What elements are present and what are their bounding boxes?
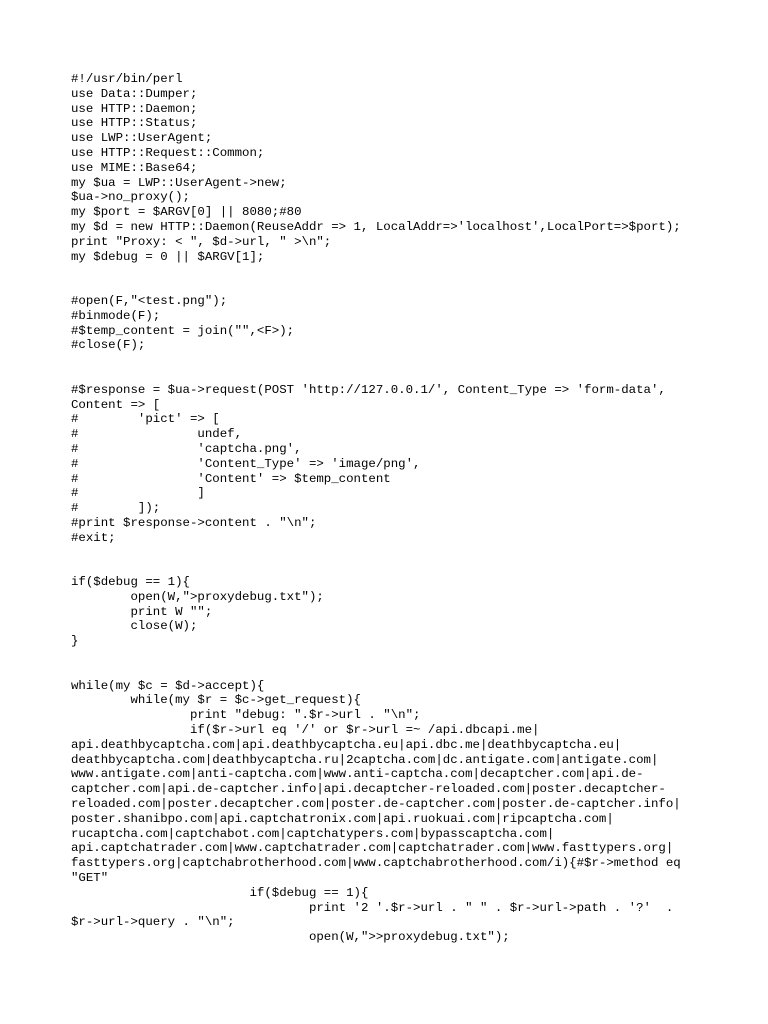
code-line: use MIME::Base64; [71,160,198,175]
code-line: # ] [71,486,205,501]
code-line: # 'Content' => $temp_content [71,471,391,486]
code-line: my $port = $ARGV[0] || 8080;#80 [71,205,302,220]
code-line: # 'pict' => [ [71,412,220,427]
code-line: rucaptcha.com|captchabot.com|captchatypers.com|bypasscaptcha.com| [71,826,555,841]
code-line [71,546,711,561]
code-line: #!/usr/bin/perl [71,72,183,86]
code-line: open(W,">>proxydebug.txt"); [71,930,510,945]
code-line: $ua->no_proxy(); [71,190,190,205]
code-line: print W ""; [71,604,213,619]
code-line [71,368,711,383]
code-line: # undef, [71,427,243,442]
code-line [71,664,711,679]
code-line: open(W,">proxydebug.txt"); [71,589,324,604]
code-line: close(W); [71,619,198,634]
code-line [71,353,711,368]
code-line: my $ua = LWP::UserAgent->new; [71,175,287,190]
code-line: #open(F,"<test.png"); [71,293,228,308]
code-line: while(my $c = $d->accept){ [71,678,265,693]
code-line: if($debug == 1){ [71,575,190,590]
code-line: captcher.com|api.de-captcher.info|api.decaptcher-reloaded.com|poster.decaptcher- [71,782,666,797]
code-line: use Data::Dumper; [71,86,198,101]
code-line: use HTTP::Request::Common; [71,145,265,160]
code-document [71,72,711,945]
code-line: #$response = $ua->request(POST 'http://127.0.0.1/', Content_Type => 'form-data', [71,382,666,397]
code-line [71,560,711,575]
code-line [71,279,711,294]
code-line: #binmode(F); [71,308,161,323]
code-line: } [71,634,79,649]
code-line: Content => [ [71,397,161,412]
code-line: poster.shanibpo.com|api.captchatronix.com|api.ruokuai.com|ripcaptcha.com| [71,811,614,826]
code-line: use HTTP::Status; [71,116,198,131]
code-line: if($debug == 1){ [71,885,369,900]
code-line: my $d = new HTTP::Daemon(ReuseAddr => 1, LocalAddr=>'localhost',LocalPort=>$port); [71,219,681,234]
code-line: use LWP::UserAgent; [71,131,213,146]
code-line: reloaded.com|poster.decaptcher.com|poster.de-captcher.com|poster.de-captcher.info| [71,797,681,812]
code-line: # 'captcha.png', [71,441,302,456]
code-line: api.captchatrader.com|www.captchatrader.com|captchatrader.com|www.fasttypers.org| [71,841,674,856]
code-line: print "Proxy: < ", $d->url, " >\n"; [71,234,332,249]
code-line: "GET" [71,871,109,886]
code-line [71,264,711,279]
code-line: $r->url->query . "\n"; [71,915,235,930]
code-line: print "debug: ".$r->url . "\n"; [71,708,421,723]
code-line: fasttypers.org|captchabrotherhood.com|www.captchabrotherhood.com/i){#$r->method eq [71,856,681,871]
code-line: # 'Content_Type' => 'image/png', [71,456,421,471]
code-line: deathbycaptcha.com|deathbycaptcha.ru|2captcha.com|dc.antigate.com|antigate.com| [71,752,659,767]
code-line [71,649,711,664]
code-line: if($r->url eq '/' or $r->url =~ /api.dbcapi.me| [71,723,540,738]
code-line: while(my $r = $c->get_request){ [71,693,361,708]
code-line: my $debug = 0 || $ARGV[1]; [71,249,265,264]
code-line: use HTTP::Daemon; [71,101,198,116]
code-line: #close(F); [71,338,146,353]
code-line: #exit; [71,530,116,545]
code-line: #print $response->content . "\n"; [71,515,317,530]
code-line: print '2 '.$r->url . " " . $r->url->path . '?' . [71,900,674,915]
code-line: api.deathbycaptcha.com|api.deathbycaptcha.eu|api.dbc.me|deathbycaptcha.eu| [71,737,622,752]
code-line: #$temp_content = join("",<F>); [71,323,295,338]
code-line: www.antigate.com|anti-captcha.com|www.anti-captcha.com|decaptcher.com|api.de- [71,767,644,782]
code-line: # ]); [71,501,161,516]
